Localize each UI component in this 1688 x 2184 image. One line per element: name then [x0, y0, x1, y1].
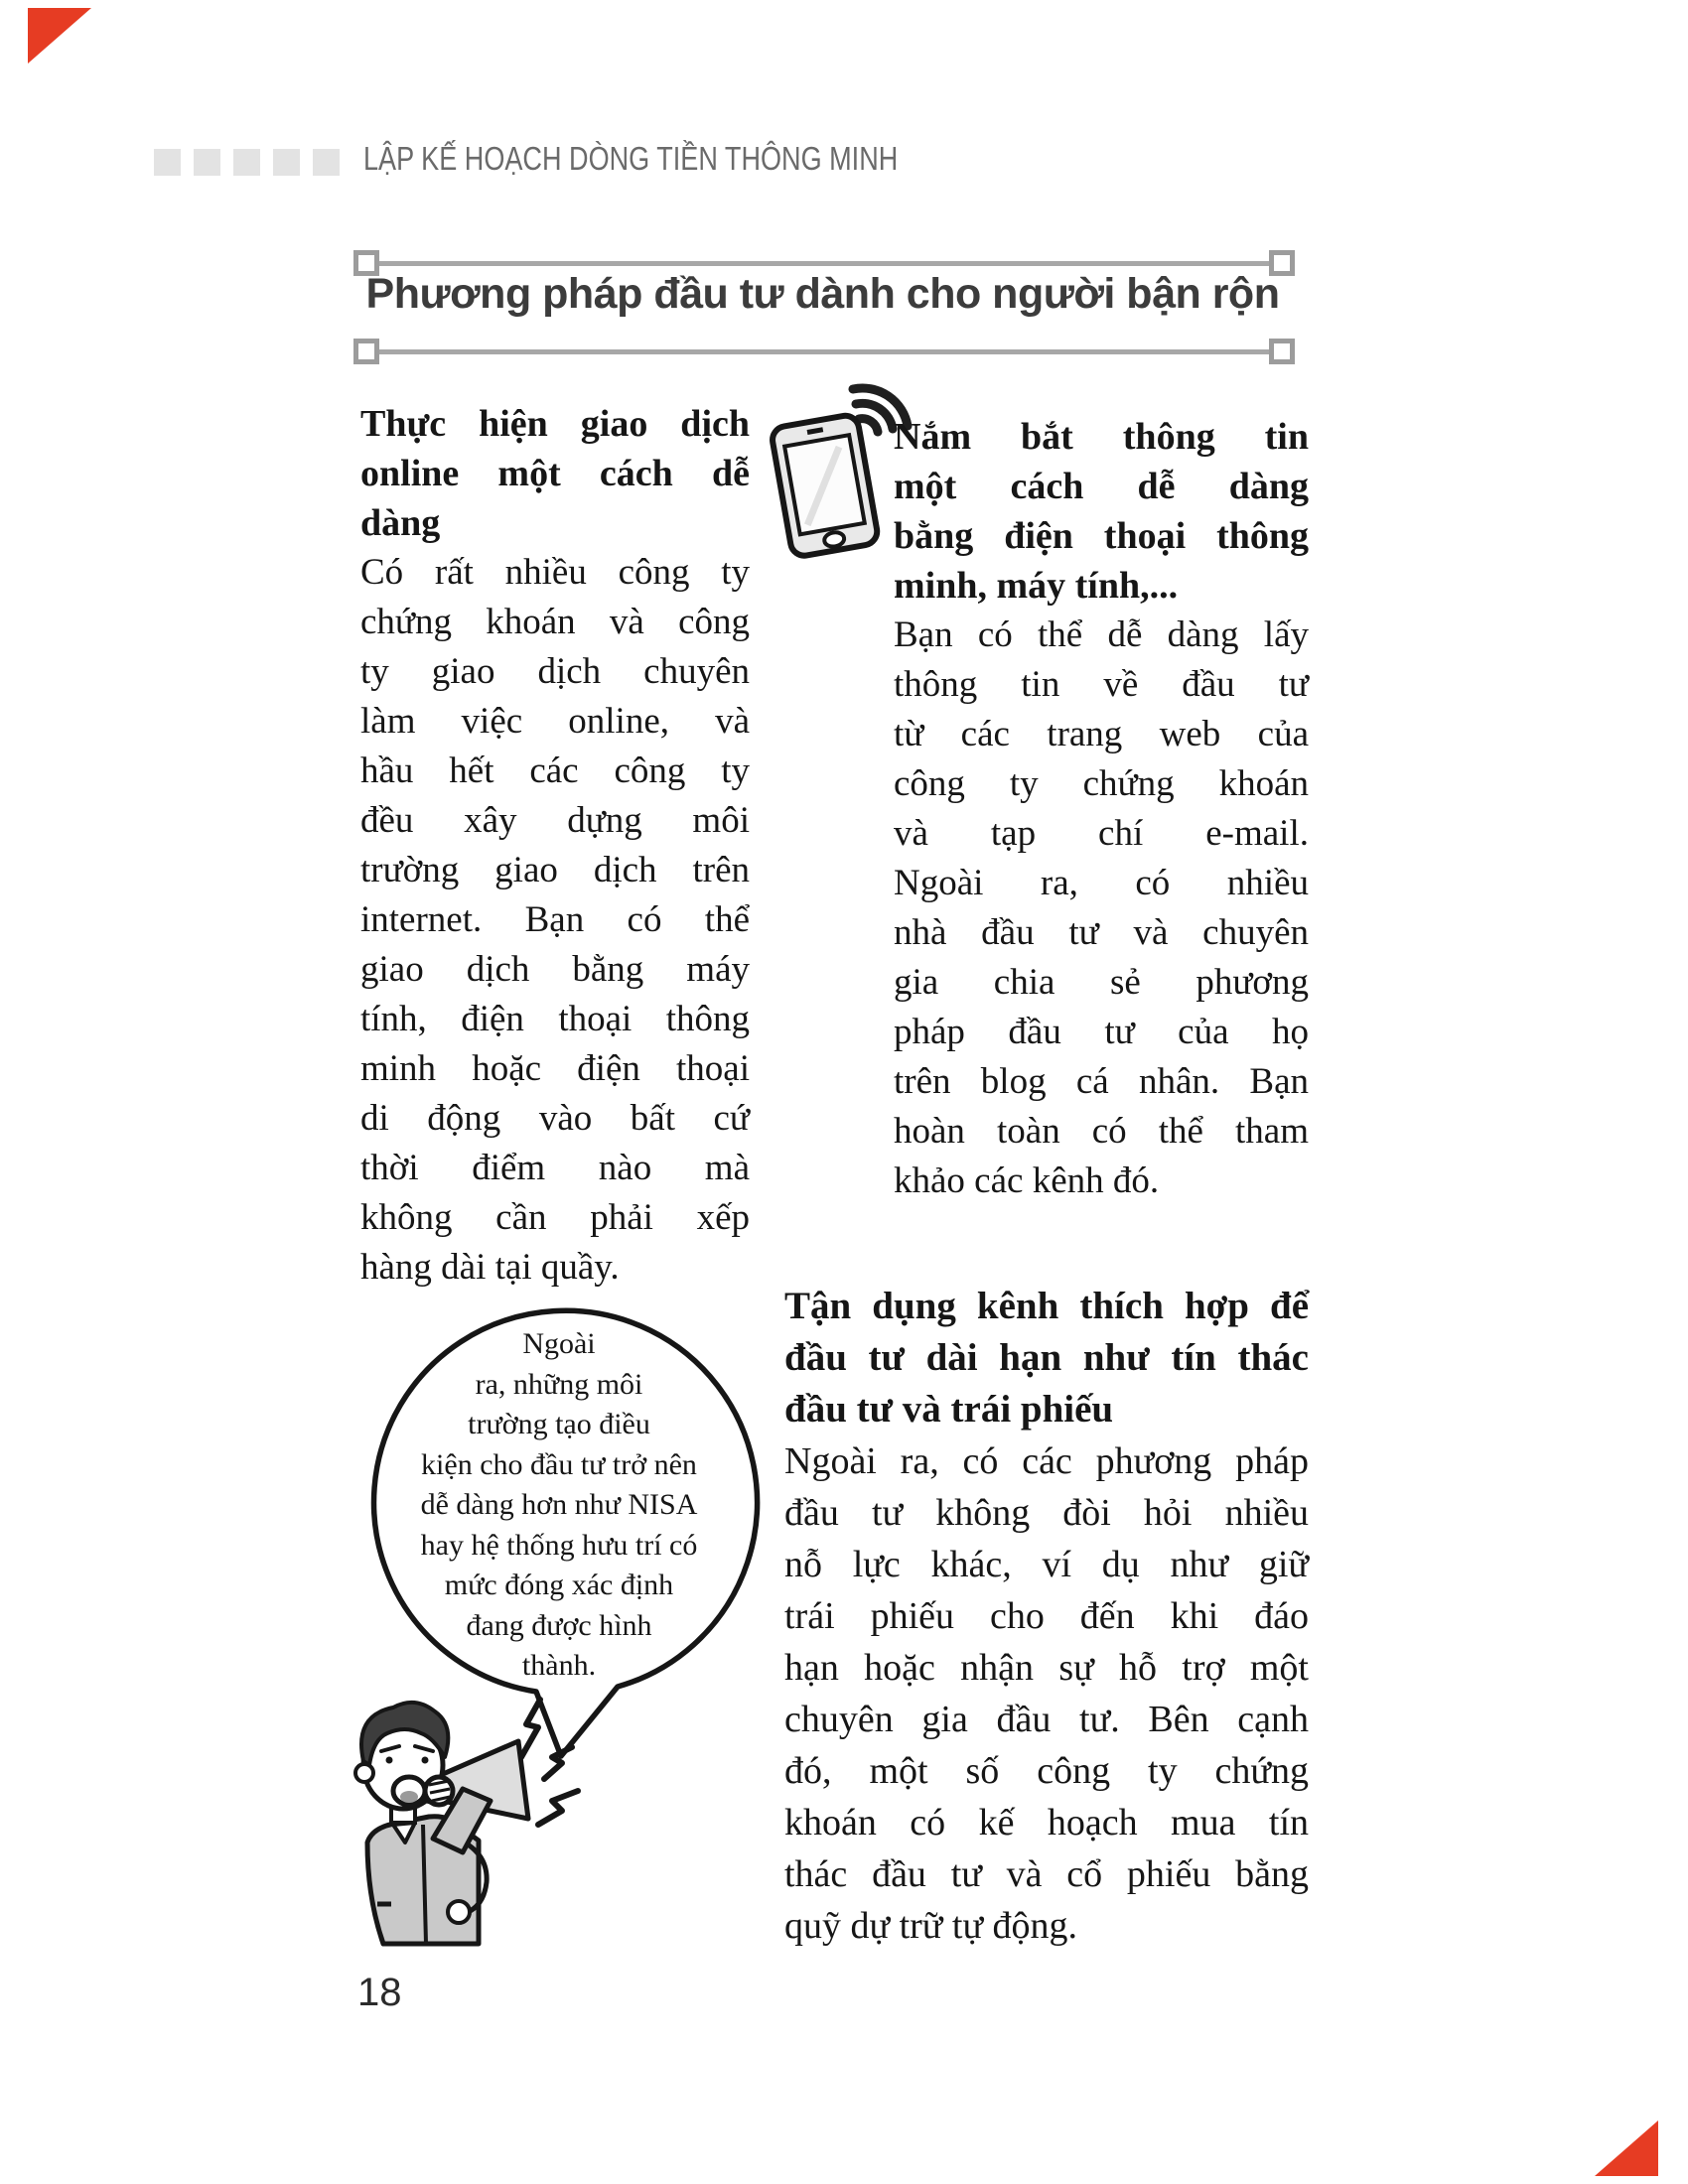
- text-line: ra, những môi: [475, 1367, 643, 1401]
- text-line: Ngoài ra, có nhiều: [894, 863, 1309, 903]
- text-line: trái phiếu cho đến khi đáo: [784, 1595, 1309, 1637]
- title-rule-top: [367, 261, 1271, 266]
- right-column-top-body: [894, 611, 1309, 1206]
- text-line: hầu hết các công ty: [360, 751, 750, 791]
- text-line: khoán có kế hoạch mua tín: [784, 1802, 1309, 1843]
- text-line: Bạn có thể dễ dàng lấy: [894, 614, 1309, 655]
- text-line: Ngoài: [522, 1327, 596, 1360]
- title-rule-bottom: [367, 349, 1271, 354]
- text-line: gia chia sẻ phương: [894, 962, 1309, 1003]
- corner-triangle-top-left: [28, 8, 91, 64]
- text-line: đó, một số công ty chứng: [784, 1750, 1309, 1792]
- rule-end-square: [353, 339, 379, 364]
- text-line: internet. Bạn có thể: [360, 899, 750, 940]
- text-line: dàng: [360, 502, 441, 544]
- text-line: đầu tư không đòi hỏi nhiều: [784, 1492, 1309, 1534]
- text-line: Nắm bắt thông tin: [894, 416, 1309, 458]
- right-column-bottom: [784, 1281, 1309, 1952]
- text-line: di động vào bất cứ: [360, 1098, 750, 1139]
- right-column-bottom-heading: [784, 1281, 1309, 1435]
- text-line: bằng điện thoại thông: [894, 515, 1309, 557]
- left-column-body: [360, 548, 750, 1293]
- running-header-book-title: LẬP KẾ HOẠCH DÒNG TIỀN THÔNG MINH: [363, 140, 899, 177]
- text-line: minh, máy tính,...: [894, 565, 1179, 607]
- text-line: đầu tư và trái phiếu: [784, 1388, 1114, 1431]
- text-line: một cách dễ dàng: [894, 466, 1309, 507]
- header-square: [154, 149, 181, 176]
- text-line: Có rất nhiều công ty: [360, 552, 750, 593]
- text-line: công ty chứng khoán: [894, 763, 1309, 804]
- text-line: trường tạo điều: [468, 1408, 650, 1440]
- text-line: Tận dụng kênh thích hợp để: [784, 1285, 1309, 1327]
- text-line: thành.: [521, 1649, 597, 1682]
- text-line: chứng khoán và công: [360, 602, 750, 642]
- text-line: chuyên gia đầu tư. Bên cạnh: [784, 1699, 1309, 1740]
- text-line: dễ dàng hơn như NISA: [420, 1488, 698, 1521]
- left-column-heading: [360, 399, 750, 548]
- text-line: minh hoặc điện thoại: [360, 1048, 750, 1089]
- text-line: thác đầu tư và cổ phiếu bằng: [784, 1853, 1309, 1895]
- text-line: kiện cho đầu tư trở nên: [421, 1447, 697, 1481]
- header-square: [273, 149, 300, 176]
- text-line: đều xây dựng môi: [360, 800, 750, 841]
- text-line: quỹ dự trữ tự động.: [784, 1905, 1078, 1947]
- text-line: nhà đầu tư và chuyên: [894, 912, 1309, 953]
- text-line: làm việc online, và: [360, 701, 750, 742]
- text-line: đang được hình: [466, 1608, 652, 1642]
- corner-triangle-bottom-right: [1595, 2120, 1658, 2176]
- header-square: [194, 149, 220, 176]
- text-line: hạn hoặc nhận sự hỗ trợ một: [784, 1647, 1309, 1689]
- text-line: hàng dài tại quầy.: [360, 1247, 620, 1288]
- text-line: trên blog cá nhân. Bạn: [894, 1061, 1309, 1102]
- text-line: khảo các kênh đó.: [894, 1160, 1160, 1201]
- sound-zigzag-icon: [521, 1700, 578, 1825]
- text-line: và tạp chí e-mail.: [894, 813, 1309, 854]
- text-line: Thực hiện giao dịch: [360, 403, 750, 445]
- rule-end-square: [1269, 339, 1295, 364]
- left-column: [360, 399, 750, 1293]
- page-title: Phương pháp đầu tư dành cho người bận rộn: [365, 270, 1280, 318]
- right-column-top: [894, 412, 1309, 1206]
- header-square: [233, 149, 260, 176]
- text-line: không cần phải xếp: [360, 1197, 750, 1238]
- text-line: hoàn toàn có thể tham: [894, 1111, 1309, 1152]
- text-line: trường giao dịch trên: [360, 850, 750, 890]
- speech-bubble-text: [390, 1324, 728, 1687]
- page-number: 18: [357, 1971, 402, 2014]
- header-square: [313, 149, 340, 176]
- text-line: từ các trang web của: [894, 714, 1309, 754]
- text-line: thông tin về đầu tư: [894, 664, 1309, 705]
- text-line: nỗ lực khác, ví dụ như giữ: [784, 1544, 1309, 1585]
- text-line: mức đóng xác định: [444, 1569, 674, 1601]
- header-squares-decoration: [154, 149, 340, 176]
- text-line: tính, điện thoại thông: [360, 999, 750, 1039]
- text-line: thời điểm nào mà: [360, 1148, 750, 1188]
- text-line: Ngoài ra, có các phương pháp: [784, 1440, 1309, 1482]
- text-line: hay hệ thống hưu trí có: [420, 1528, 698, 1562]
- text-line: pháp đầu tư của họ: [894, 1012, 1309, 1052]
- text-line: ty giao dịch chuyên: [360, 651, 750, 692]
- megaphone-man-illustration: [328, 1668, 645, 1966]
- text-line: đầu tư dài hạn như tín thác: [784, 1336, 1309, 1379]
- text-line: giao dịch bằng máy: [360, 949, 750, 990]
- text-line: online một cách dễ: [360, 453, 750, 494]
- right-column-bottom-body: [784, 1435, 1309, 1952]
- right-column-top-heading: [894, 412, 1309, 611]
